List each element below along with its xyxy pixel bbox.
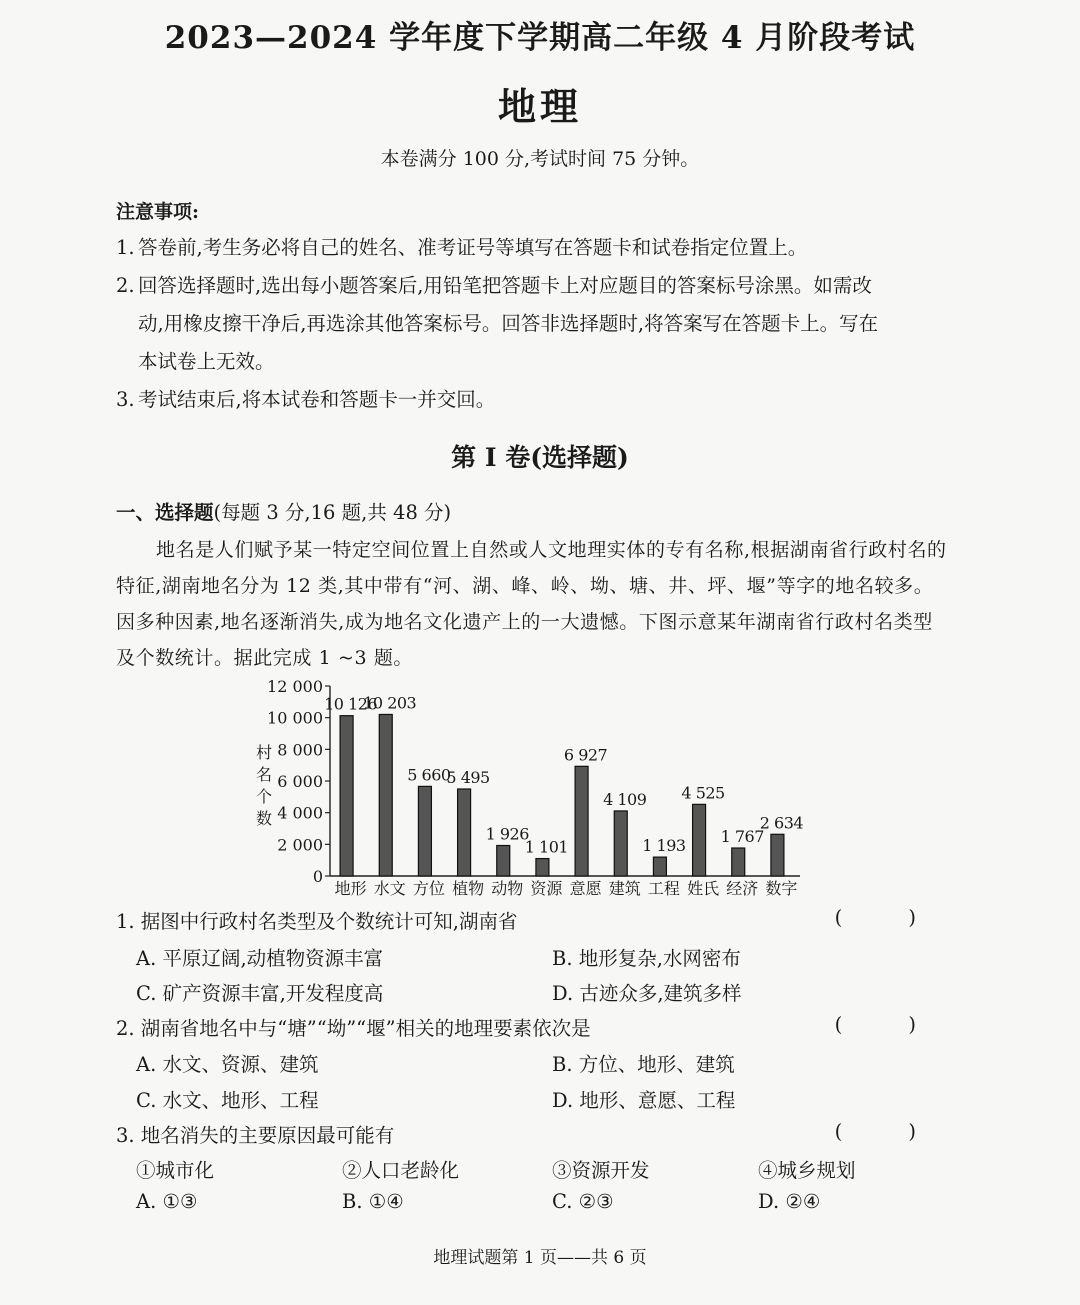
bar-5 xyxy=(497,846,510,876)
bar-2 xyxy=(379,714,392,876)
q3-option-b: B. ①④ xyxy=(342,1190,404,1213)
bar-11 xyxy=(732,848,745,876)
x-category-label: 数字 xyxy=(765,879,798,898)
q1-option-a: A. 平原辽阔,动植物资源丰富 xyxy=(136,947,384,970)
answer-paren: ( ) xyxy=(834,906,946,929)
bar-value-label: 10 126 xyxy=(324,694,378,714)
y-tick-label: 8 000 xyxy=(277,740,323,760)
bar-value-label: 1 101 xyxy=(524,837,569,857)
x-category-label: 植物 xyxy=(452,879,485,898)
q1-option-d: D. 古迹众多,建筑多样 xyxy=(552,982,742,1005)
bar-value-label: 4 525 xyxy=(681,783,725,803)
x-category-label: 动物 xyxy=(491,879,524,898)
q2-option-a: A. 水文、资源、建筑 xyxy=(136,1053,319,1076)
q2-option-b: B. 方位、地形、建筑 xyxy=(552,1053,735,1076)
bar-value-label: 1 767 xyxy=(720,827,764,847)
x-category-label: 工程 xyxy=(647,879,680,898)
y-tick-label: 12 000 xyxy=(267,677,323,696)
bar-value-label: 5 495 xyxy=(446,767,490,787)
bar-value-label: 1 193 xyxy=(642,836,686,856)
exam-info: 本卷满分 100 分,考试时间 75 分钟。 xyxy=(380,148,700,170)
q3-option-a: A. ①③ xyxy=(136,1190,198,1213)
q3-item-2: ②人口老龄化 xyxy=(342,1159,460,1182)
bar-value-label: 10 203 xyxy=(363,693,417,713)
question-2: 2. 湖南省地名中与“塘”“坳”“堰”相关的地理要素依次是 ( ) xyxy=(116,1013,946,1040)
bar-4 xyxy=(458,789,471,876)
x-category-label: 地形 xyxy=(334,879,367,898)
x-category-label: 经济 xyxy=(726,879,759,898)
y-tick-label: 10 000 xyxy=(267,708,323,728)
x-category-label: 姓氏 xyxy=(687,879,720,898)
bar-value-label: 4 109 xyxy=(603,789,647,809)
bar-10 xyxy=(693,804,706,876)
bar-9 xyxy=(653,857,666,876)
notice-item-1: 1. 答卷前,考生务必将自己的姓名、准考证号等填写在答题卡和试卷指定位置上。 xyxy=(116,236,808,259)
q3-item-1: ①城市化 xyxy=(136,1159,215,1182)
bar-8 xyxy=(614,811,627,876)
x-category-label: 水文 xyxy=(373,879,406,898)
village-name-bar-chart xyxy=(240,672,840,902)
notice-item-2: 2. 回答选择题时,选出每小题答案后,用铅笔把答题卡上对应题目的答案标号涂黑。如需改 动,用橡皮擦干净后,再选涂其他答案标号。回答非选择题时,将答案写在答题卡上。写在 本试卷上无效。 xyxy=(116,274,879,373)
subject-title: 地理 xyxy=(497,84,582,129)
y-tick-label: 0 xyxy=(312,867,323,886)
bar-value-label: 6 927 xyxy=(563,745,608,765)
notice-heading: 注意事项: xyxy=(116,201,200,223)
bar-value-label: 5 660 xyxy=(407,765,451,785)
x-category-label: 资源 xyxy=(530,879,563,898)
x-category-label: 意愿 xyxy=(569,879,602,898)
question-3: 3. 地名消失的主要原因最可能有 ( ) xyxy=(116,1120,946,1147)
section-heading: 一、选择题(每题 3 分,16 题,共 48 分) xyxy=(116,501,452,524)
x-category-label: 建筑 xyxy=(608,879,641,898)
q3-item-4: ④城乡规划 xyxy=(758,1159,856,1182)
y-tick-label: 2 000 xyxy=(277,835,323,855)
bar-value-label: 1 926 xyxy=(485,824,529,844)
bar-6 xyxy=(536,859,549,876)
x-category-label: 方位 xyxy=(412,879,445,898)
q3-option-c: C. ②③ xyxy=(552,1190,614,1213)
bar-value-label: 2 634 xyxy=(759,813,804,833)
y-tick-label: 4 000 xyxy=(277,803,323,823)
bar-7 xyxy=(575,766,588,876)
bar-1 xyxy=(340,716,353,876)
y-axis-label-char: 村 xyxy=(255,743,273,762)
notice-item-3: 3. 考试结束后,将本试卷和答题卡一并交回。 xyxy=(116,388,496,411)
question-1: 1. 据图中行政村名类型及个数统计可知,湖南省 ( ) xyxy=(116,906,946,933)
intro-paragraph: 地名是人们赋予某一特定空间位置上自然或人文地理实体的专有名称,根据湖南省行政村名的特征,湖南地名分为 12 类,其中带有“河、湖、峰、岭、坳、塘、井、坪、堰”等字的地名较多。因多种因素,地名逐渐消失,成为地名文化遗产上的一大遗憾。下图示意某年湖南省行政村名类型及个数统计。据此完成 1 ~3 题。 xyxy=(116,539,947,669)
bar-3 xyxy=(418,786,431,876)
y-axis-label-char: 数 xyxy=(255,809,273,828)
exam-title: 2023—2024 学年度下学期高二年级 4 月阶段考试 xyxy=(164,20,916,56)
q1-option-c: C. 矿产资源丰富,开发程度高 xyxy=(136,982,384,1005)
answer-paren: ( ) xyxy=(834,1120,946,1143)
part-title: 第 I 卷(选择题) xyxy=(451,443,629,472)
page-footer: 地理试题第 1 页——共 6 页 xyxy=(433,1248,647,1268)
y-axis-label-char: 名 xyxy=(255,765,273,784)
q3-option-d: D. ②④ xyxy=(758,1190,821,1213)
q2-option-d: D. 地形、意愿、工程 xyxy=(552,1089,736,1112)
q2-option-c: C. 水文、地形、工程 xyxy=(136,1089,319,1112)
y-tick-label: 6 000 xyxy=(277,772,323,791)
q1-option-b: B. 地形复杂,水网密布 xyxy=(552,947,741,970)
y-axis-label-char: 个 xyxy=(255,787,273,806)
answer-paren: ( ) xyxy=(834,1013,946,1036)
q3-item-3: ③资源开发 xyxy=(552,1159,650,1182)
bar-12 xyxy=(771,834,784,876)
